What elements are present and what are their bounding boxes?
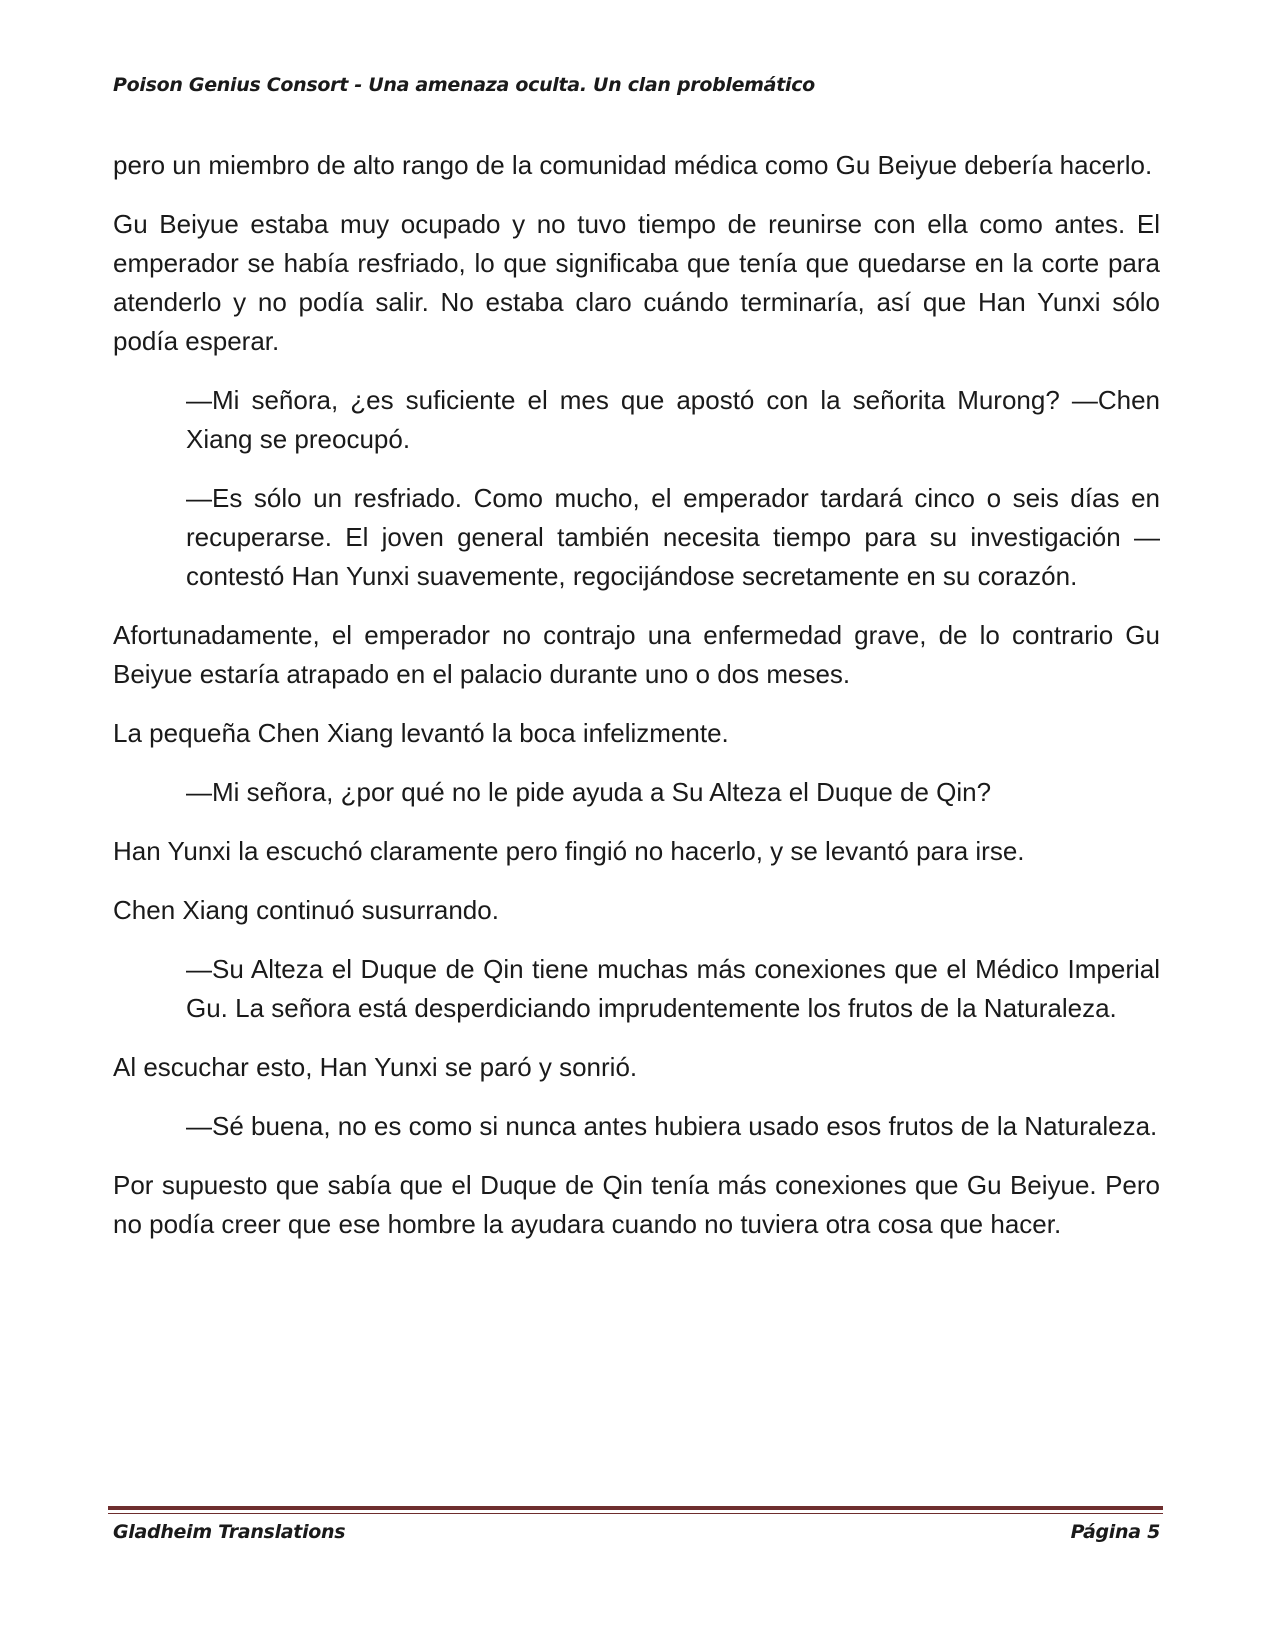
dialogue-paragraph: —Mi señora, ¿por qué no le pide ayuda a Su Alteza el Duque de Qin? bbox=[186, 777, 992, 807]
page-footer bbox=[113, 1521, 1160, 1543]
paragraph: pero un miembro de alto rango de la comunidad médica como Gu Beiyue debería hacerlo. bbox=[113, 150, 1153, 180]
dialogue-paragraph: —Su Alteza el Duque de Qin tiene muchas más conexiones que el Médico Imperial Gu. La señora está desperdiciando imprudentemente los frutos de la Naturaleza. bbox=[186, 954, 1160, 1023]
page-number: Página 5 bbox=[1070, 1521, 1160, 1543]
footer-rule bbox=[108, 1506, 1163, 1510]
paragraph: Han Yunxi la escuchó claramente pero fingió no hacerlo, y se levantó para irse. bbox=[113, 836, 1025, 866]
dialogue-paragraph: —Mi señora, ¿es suficiente el mes que apostó con la señorita Murong? —Chen Xiang se preocupó. bbox=[186, 385, 1160, 454]
paragraph: La pequeña Chen Xiang levantó la boca infelizmente. bbox=[113, 718, 729, 748]
body-text bbox=[113, 146, 1160, 1264]
paragraph: Por supuesto que sabía que el Duque de Qin tenía más conexiones que Gu Beiyue. Pero no podía creer que ese hombre la ayudara cuando no tuviera otra cosa que hacer. bbox=[113, 1170, 1160, 1239]
paragraph: Gu Beiyue estaba muy ocupado y no tuvo tiempo de reunirse con ella como antes. El emperador se había resfriado, lo que significaba que tenía que quedarse en la corte para atenderlo y no podía salir. No estaba claro cuándo terminaría, así que Han Yunxi sólo podía esperar. bbox=[113, 209, 1160, 356]
dialogue-paragraph: —Sé buena, no es como si nunca antes hubiera usado esos frutos de la Naturaleza. bbox=[186, 1111, 1158, 1141]
paragraph: Afortunadamente, el emperador no contrajo una enfermedad grave, de lo contrario Gu Beiyue estaría atrapado en el palacio durante uno o dos meses. bbox=[113, 620, 1160, 689]
page-header: Poison Genius Consort - Una amenaza oculta. Un clan problemático bbox=[113, 74, 815, 96]
footer-translator: Gladheim Translations bbox=[113, 1521, 346, 1543]
paragraph: Chen Xiang continuó susurrando. bbox=[113, 895, 499, 925]
paragraph: Al escuchar esto, Han Yunxi se paró y sonrió. bbox=[113, 1052, 638, 1082]
dialogue-paragraph: —Es sólo un resfriado. Como mucho, el emperador tardará cinco o seis días en recuperarse. El joven general también necesita tiempo para su investigación —contestó Han Yunxi suavemente, regocijándose secretamente en su corazón. bbox=[186, 483, 1160, 591]
footer-rule-thin bbox=[108, 1513, 1163, 1514]
